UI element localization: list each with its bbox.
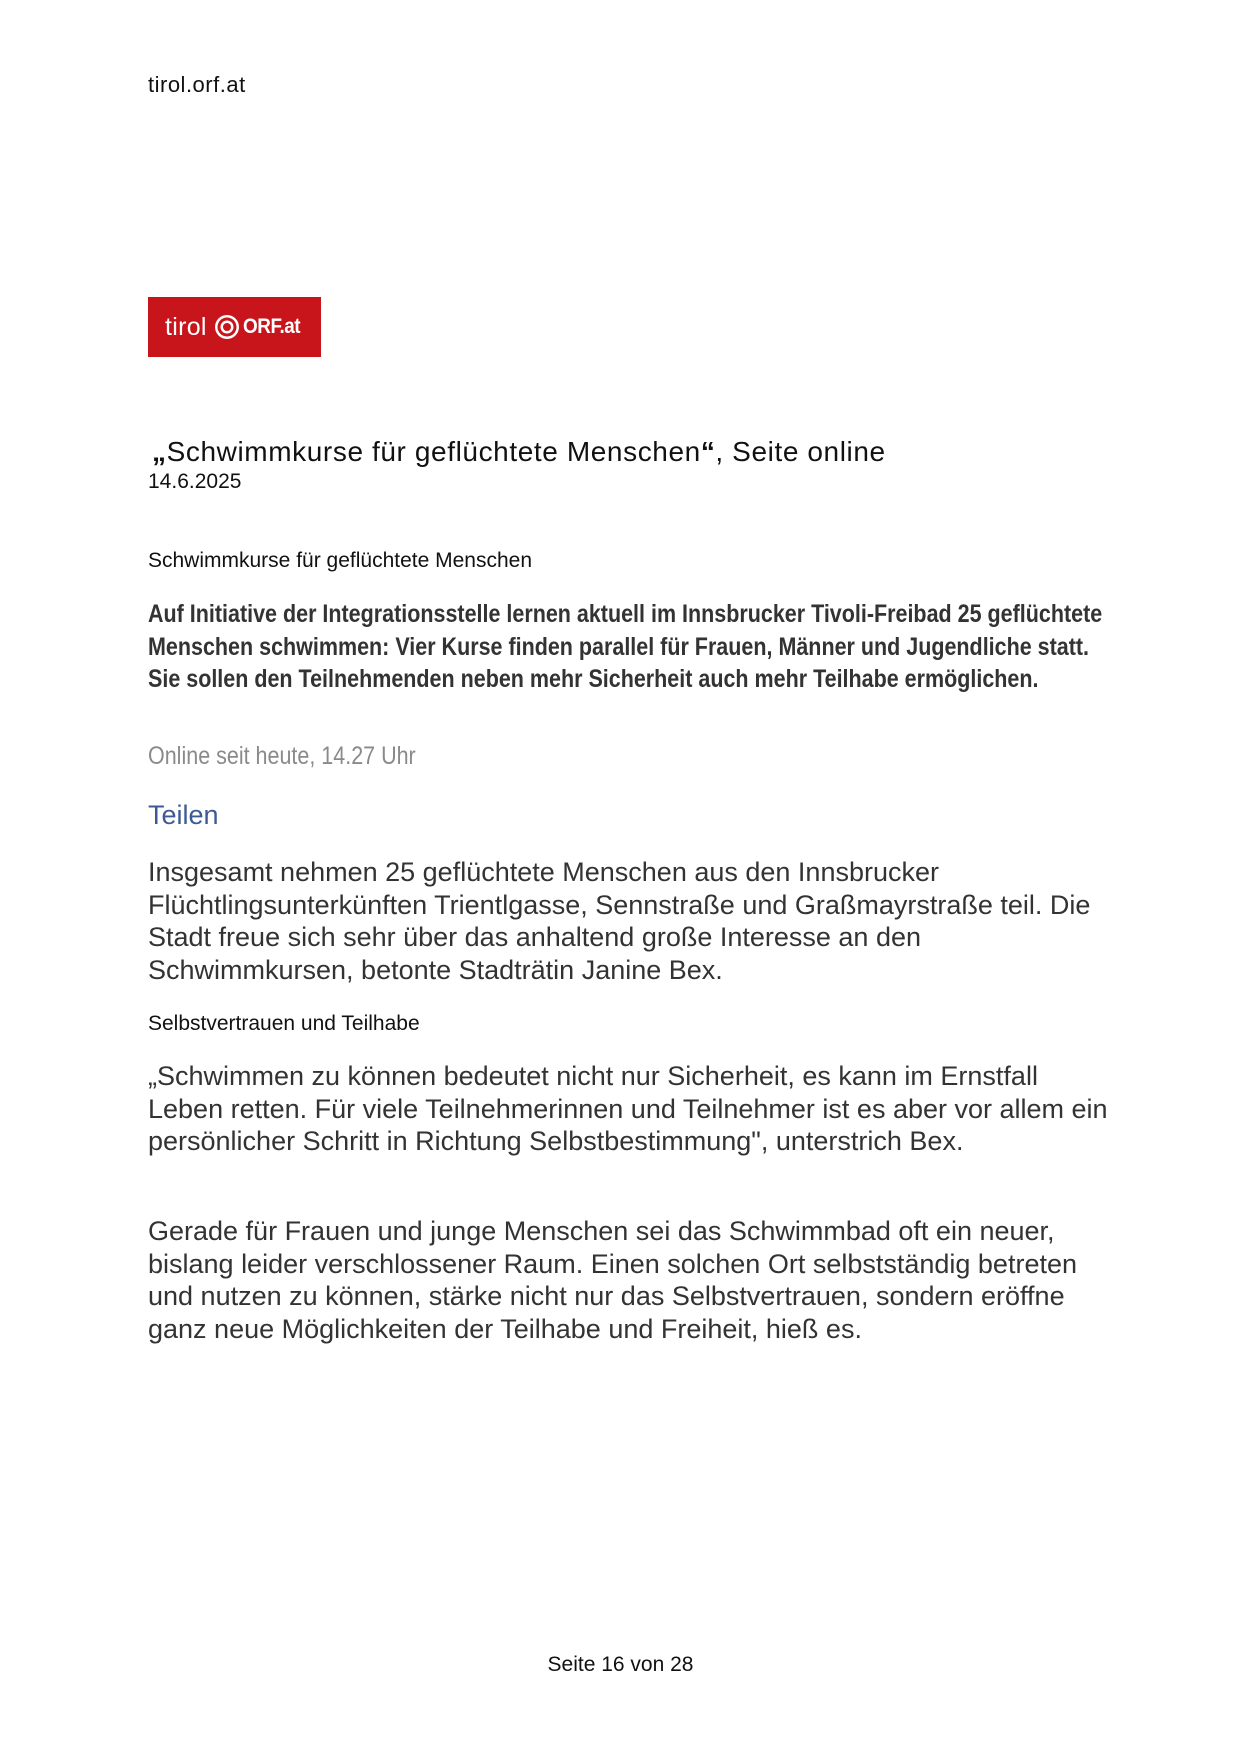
article-paragraph-2: „Schwimmen zu können bedeutet nicht nur Sicherheit, es kann im Ernstfall Leben retten. Für viele Teilnehmerinnen und Teilnehmer ist es aber vor allem ein persönlicher Schritt in Richtung Selbstbestimmung", unterstrich Bex. <box>148 1061 1108 1156</box>
heading-close-quote: “ <box>700 436 716 467</box>
share-link[interactable]: Teilen <box>148 800 219 830</box>
document-heading <box>152 436 886 468</box>
heading-title: Schwimmkurse für geflüchtete Menschen <box>166 436 701 467</box>
heading-suffix: , Seite online <box>715 436 886 467</box>
online-since: Online seit heute, 14.27 Uhr <box>148 742 416 770</box>
heading-open-quote: „ <box>152 436 167 467</box>
article-paragraph-3: Gerade für Frauen und junge Menschen sei das Schwimmbad oft ein neuer, bislang leider verschlossener Raum. Einen solchen Ort selbstständig betreten und nutzen zu können, stärke nicht nur das Selbstvertrauen, sondern eröffne ganz neue Möglichkeiten der Teilhabe und Freiheit, hieß es. <box>148 1216 1077 1344</box>
page-number: Seite 16 von 28 <box>547 1653 694 1676</box>
article-paragraph-1: Insgesamt nehmen 25 geflüchtete Menschen aus den Innsbrucker Flüchtlingsunterkünften Trientlgasse, Sennstraße und Graßmayrstraße teil. Die Stadt freue sich sehr über das anhaltend große Interesse an den Schwimmkursen, betonte Stadträtin Janine Bex. <box>148 857 1091 985</box>
article-lead: Auf Initiative der Integrationsstelle lernen aktuell im Innsbrucker Tivoli-Freibad 25 geflüchtete Menschen schwimmen: Vier Kurse finden parallel für Frauen, Männer und Jugendliche statt. Sie sollen den Teilnehmenden neben mehr Sicherheit auch mehr Teilhabe ermöglichen. <box>148 600 1103 693</box>
source-url: tirol.orf.at <box>148 72 246 97</box>
document-date: 14.6.2025 <box>148 470 242 493</box>
orf-eye-icon <box>213 313 241 341</box>
logo-tirol-text: tirol <box>165 312 207 341</box>
article-subheading: Selbstvertrauen und Teilhabe <box>148 1012 420 1035</box>
article-kicker: Schwimmkurse für geflüchtete Menschen <box>148 549 532 572</box>
orf-tirol-logo <box>148 297 321 357</box>
logo-orf-text: ORF.at <box>242 315 300 338</box>
